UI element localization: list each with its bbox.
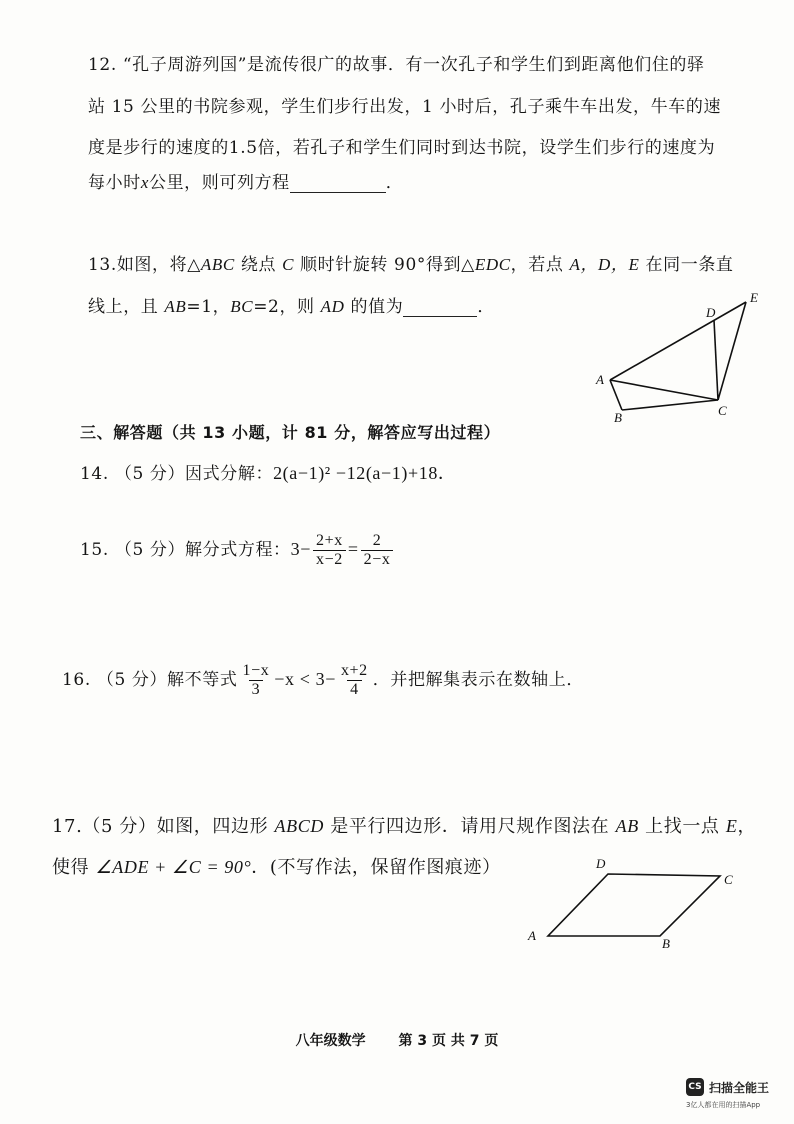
q17-line2	[52, 853, 501, 879]
q15-lead: 3−	[290, 539, 312, 559]
q17-label-b: B	[662, 936, 670, 950]
q16-fraction-2	[338, 662, 371, 699]
q17-text: 使得	[52, 857, 96, 878]
page-footer	[0, 1030, 794, 1050]
q12-line3: 度是步行的速度的1.5倍，若孔子和学生们同时到达书院，设学生们步行的速度为	[88, 138, 716, 158]
q13-text: 13.如图，将△	[88, 255, 201, 275]
q13-text: 在同一条直	[639, 255, 734, 275]
q13-text: =2，则	[253, 297, 321, 317]
q16-frac2-denominator: 4	[347, 680, 362, 699]
scanner-app-name: 扫描全能王	[709, 1081, 770, 1095]
q13-answer-blank[interactable]	[403, 298, 477, 317]
section3-title: 三、解答题（共 13 小题，计 81 分，解答应写出过程）	[80, 423, 501, 442]
q16-frac1-denominator: 3	[249, 680, 264, 699]
q13-triangle-edc: EDC	[474, 255, 511, 274]
q15-fraction-1	[313, 532, 346, 569]
q17-text: ，	[737, 816, 757, 837]
q15-frac1-denominator: x−2	[313, 550, 346, 569]
q16-tail: ．并把解集表示在数轴上．	[372, 670, 584, 690]
q13-figure	[588, 290, 768, 430]
q14	[80, 459, 457, 485]
q17-label-a: A	[528, 928, 536, 943]
q15-equals: =	[347, 539, 359, 559]
q13-text: 的值为	[344, 297, 404, 317]
q16-frac1-numerator: 1−x	[242, 662, 270, 679]
q13-label-c: C	[718, 403, 727, 418]
q16-middle: −x < 3−	[274, 669, 336, 689]
q17-point-e: E	[725, 816, 738, 836]
q13-label-e: E	[750, 290, 758, 305]
q14-label: 14. （5 分）因式分解：	[80, 464, 274, 484]
q12-text: 每小时	[88, 173, 141, 193]
q13-text: ，若点	[510, 255, 570, 275]
q15-frac2-numerator: 2	[372, 532, 382, 549]
footer-subject: 八年级数学	[295, 1033, 366, 1049]
q12-period: ．	[385, 173, 404, 193]
q12-line2: 站 15 公里的书院参观，学生们步行出发，1 小时后，孔子乘牛车出发，牛车的速	[88, 97, 722, 117]
q17-label-d: D	[596, 856, 606, 871]
q14-expression: 2(a−1)² −12(a−1)+18．	[273, 463, 457, 483]
q13-segment-ab: AB	[164, 297, 187, 316]
q13-point-c: C	[282, 255, 295, 274]
q15	[80, 532, 395, 569]
q13-segment-bc: BC	[230, 297, 254, 316]
q13-label-a: A	[596, 372, 604, 387]
q13-text: 线上，且	[88, 297, 165, 317]
q17-segment-ab: AB	[615, 816, 639, 836]
q13-line1	[88, 250, 734, 275]
q13-label-d: D	[706, 305, 716, 320]
q15-label: 15. （5 分）解分式方程：	[80, 540, 291, 560]
q17-expression: ∠ADE + ∠C = 90°	[95, 857, 252, 877]
scanner-logo-icon: CS	[686, 1078, 704, 1096]
q16-frac2-numerator: x+2	[340, 662, 368, 679]
q17-text: 上找一点	[638, 816, 726, 837]
q12-answer-blank[interactable]	[290, 174, 386, 193]
q12-variable: x	[140, 173, 149, 192]
q17-figure	[520, 850, 750, 950]
q16-fraction-1	[239, 662, 272, 699]
q12-line1: 12. “孔子周游列国”是流传很广的故事．有一次孔子和学生们到距离他们住的驿	[88, 55, 705, 75]
q13-points: A，D，E	[569, 255, 640, 274]
q17-quad-abcd: ABCD	[274, 816, 324, 836]
scanner-tagline: 3亿人都在用的扫描App	[686, 1101, 761, 1109]
q15-frac1-numerator: 2+x	[316, 532, 343, 549]
q16-label: 16. （5 分）解不等式	[62, 670, 238, 690]
q17-line1	[52, 812, 756, 838]
q12-text: 公里，则可列方程	[148, 173, 290, 193]
q16	[62, 662, 584, 699]
q17-text: ．(不写作法，保留作图痕迹）	[251, 857, 501, 878]
q13-segment-ad: AD	[320, 297, 345, 316]
q15-frac2-denominator: 2−x	[361, 550, 394, 569]
q17-label-c: C	[724, 872, 733, 887]
q13-line2	[88, 292, 495, 317]
q13-triangle-abc: ABC	[200, 255, 235, 274]
q15-fraction-2	[361, 532, 394, 569]
q13-period: ．	[477, 297, 495, 317]
footer-page-number: 第 3 页 共 7 页	[398, 1033, 499, 1049]
q13-text: 绕点	[234, 255, 283, 275]
q17-text: 17.（5 分）如图，四边形	[52, 816, 275, 837]
q13-text: =1，	[186, 297, 231, 317]
q17-text: 是平行四边形．请用尺规作图法在	[323, 816, 616, 837]
q12-line4	[88, 168, 403, 193]
q13-text: 顺时针旋转 90°得到△	[294, 255, 475, 275]
q13-label-b: B	[614, 410, 622, 425]
